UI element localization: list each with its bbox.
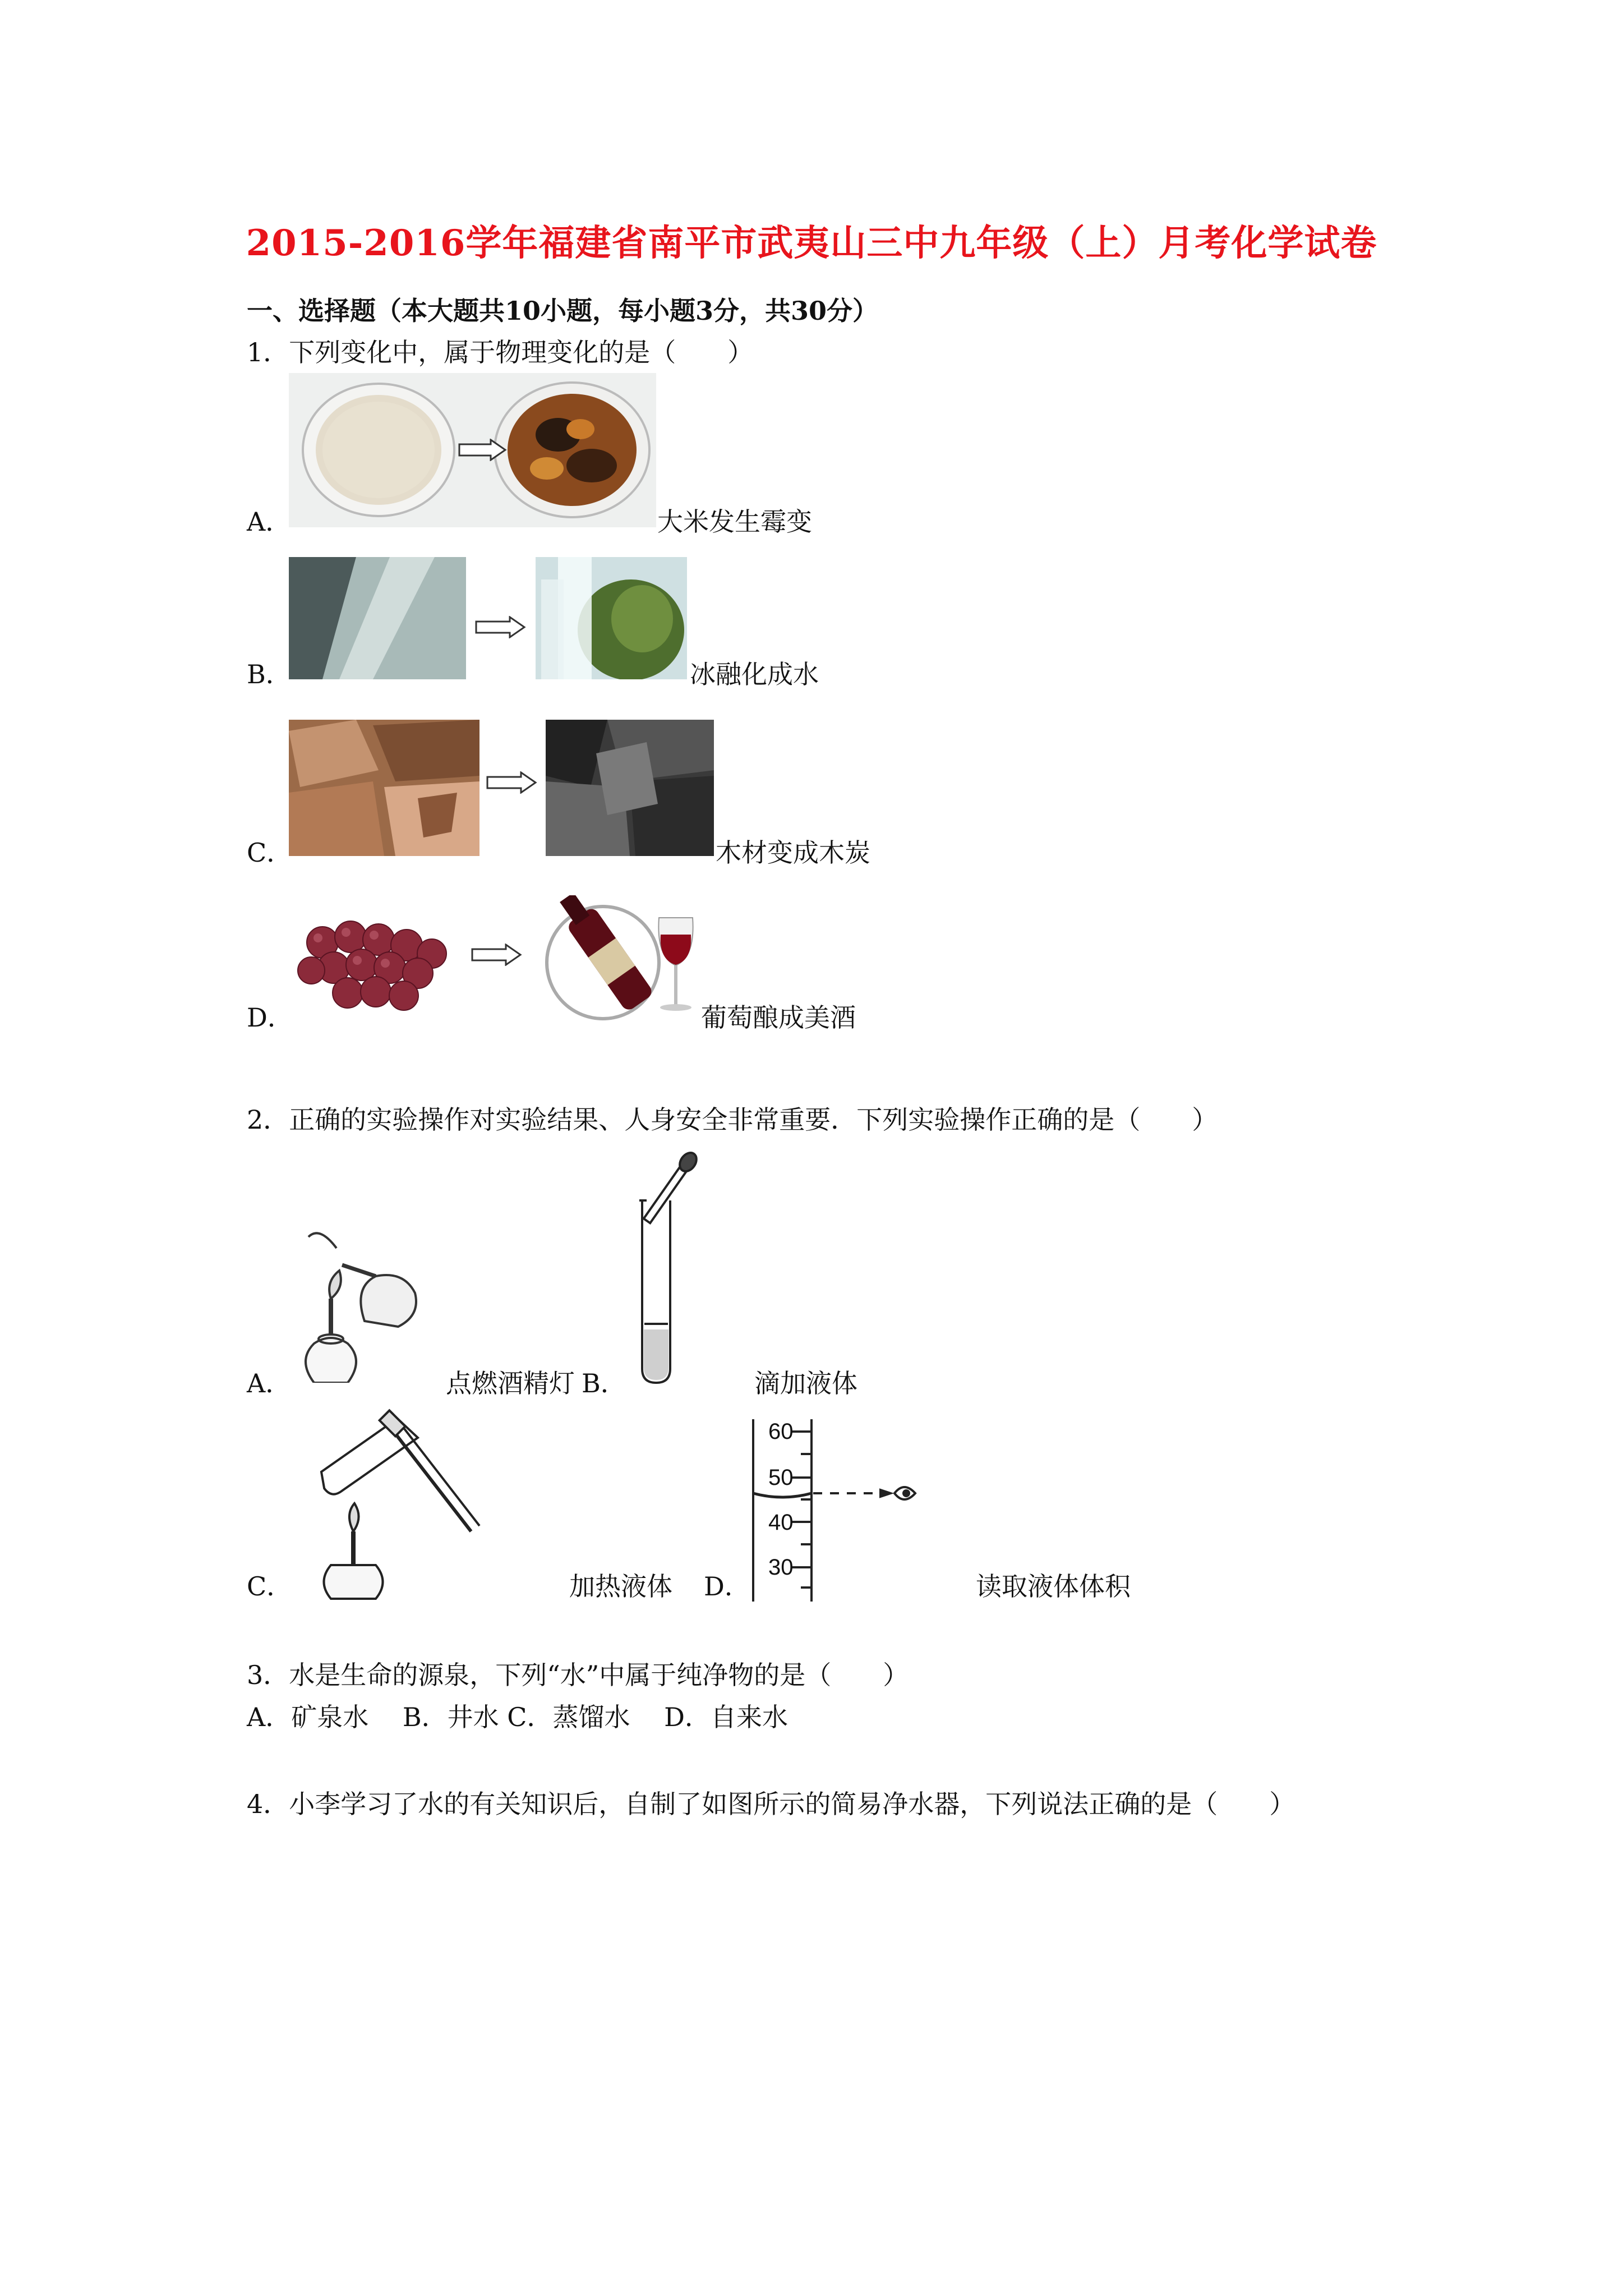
cylinder-tick-40: 40 xyxy=(768,1510,794,1535)
q2-option-b-text: 滴加液体 xyxy=(754,1368,857,1398)
rice-mold-image xyxy=(289,373,656,527)
q1-option-a-letter: A． xyxy=(247,507,292,537)
waterfall-image xyxy=(536,557,687,679)
q2-option-c-letter: C． xyxy=(247,1571,293,1602)
q2-option-d-letter: D． xyxy=(704,1571,750,1602)
page-title: 2015-2016学年福建省南平市武夷山三中九年级（上）月考化学试卷 xyxy=(246,222,1377,264)
q2-option-c-text: 加热液体 xyxy=(569,1571,672,1602)
wood-image xyxy=(289,720,479,856)
q1-option-c-text: 木材变成木炭 xyxy=(716,838,870,868)
question-1-stem: 1．下列变化中，属于物理变化的是（ ） xyxy=(247,337,754,367)
wine-image xyxy=(530,895,698,1024)
q1-option-d-letter: D． xyxy=(247,1002,293,1033)
question-4-stem: 4．小李学习了水的有关知识后，自制了如图所示的简易净水器，下列说法正确的是（ ） xyxy=(247,1789,1295,1819)
q2-option-d-text: 读取液体体积 xyxy=(976,1571,1131,1602)
grapes-image xyxy=(289,898,465,1022)
q1-option-b-letter: B． xyxy=(247,659,292,689)
question-2-stem: 2．正确的实验操作对实验结果、人身安全非常重要．下列实验操作正确的是（ ） xyxy=(247,1105,1218,1135)
arrow-icon xyxy=(470,944,523,966)
arrow-icon xyxy=(485,771,538,794)
q1-option-b-text: 冰融化成水 xyxy=(690,659,819,689)
q1-option-a-text: 大米发生霉变 xyxy=(657,507,812,537)
question-3-stem: 3．水是生命的源泉，下列“水”中属于纯净物的是（ ） xyxy=(247,1660,909,1690)
arrow-icon xyxy=(457,439,508,461)
cylinder-tick-60: 60 xyxy=(768,1419,794,1444)
q1-option-d-text: 葡萄酿成美酒 xyxy=(701,1002,856,1033)
alcohol-lamp-lighting-illustration xyxy=(292,1214,443,1383)
cylinder-tick-50: 50 xyxy=(768,1465,794,1490)
q1-option-c-letter: C． xyxy=(247,838,293,868)
q2-option-a-text: 点燃酒精灯 xyxy=(446,1368,575,1398)
cylinder-tick-30: 30 xyxy=(768,1555,794,1580)
eye-icon xyxy=(895,1487,915,1499)
heating-liquid-illustration xyxy=(292,1402,482,1604)
ice-image xyxy=(289,557,466,679)
dropper-test-tube-illustration xyxy=(631,1144,743,1386)
charcoal-image xyxy=(546,720,714,856)
section-heading: 一、选择题（本大题共10小题，每小题3分，共30分） xyxy=(247,296,879,326)
question-3-options: A．矿泉水 B．井水 C．蒸馏水 D．自来水 xyxy=(247,1702,788,1732)
arrow-icon xyxy=(474,616,527,638)
q2-option-a-letter: A． xyxy=(247,1368,292,1398)
q2-option-b-letter: B． xyxy=(582,1368,626,1398)
